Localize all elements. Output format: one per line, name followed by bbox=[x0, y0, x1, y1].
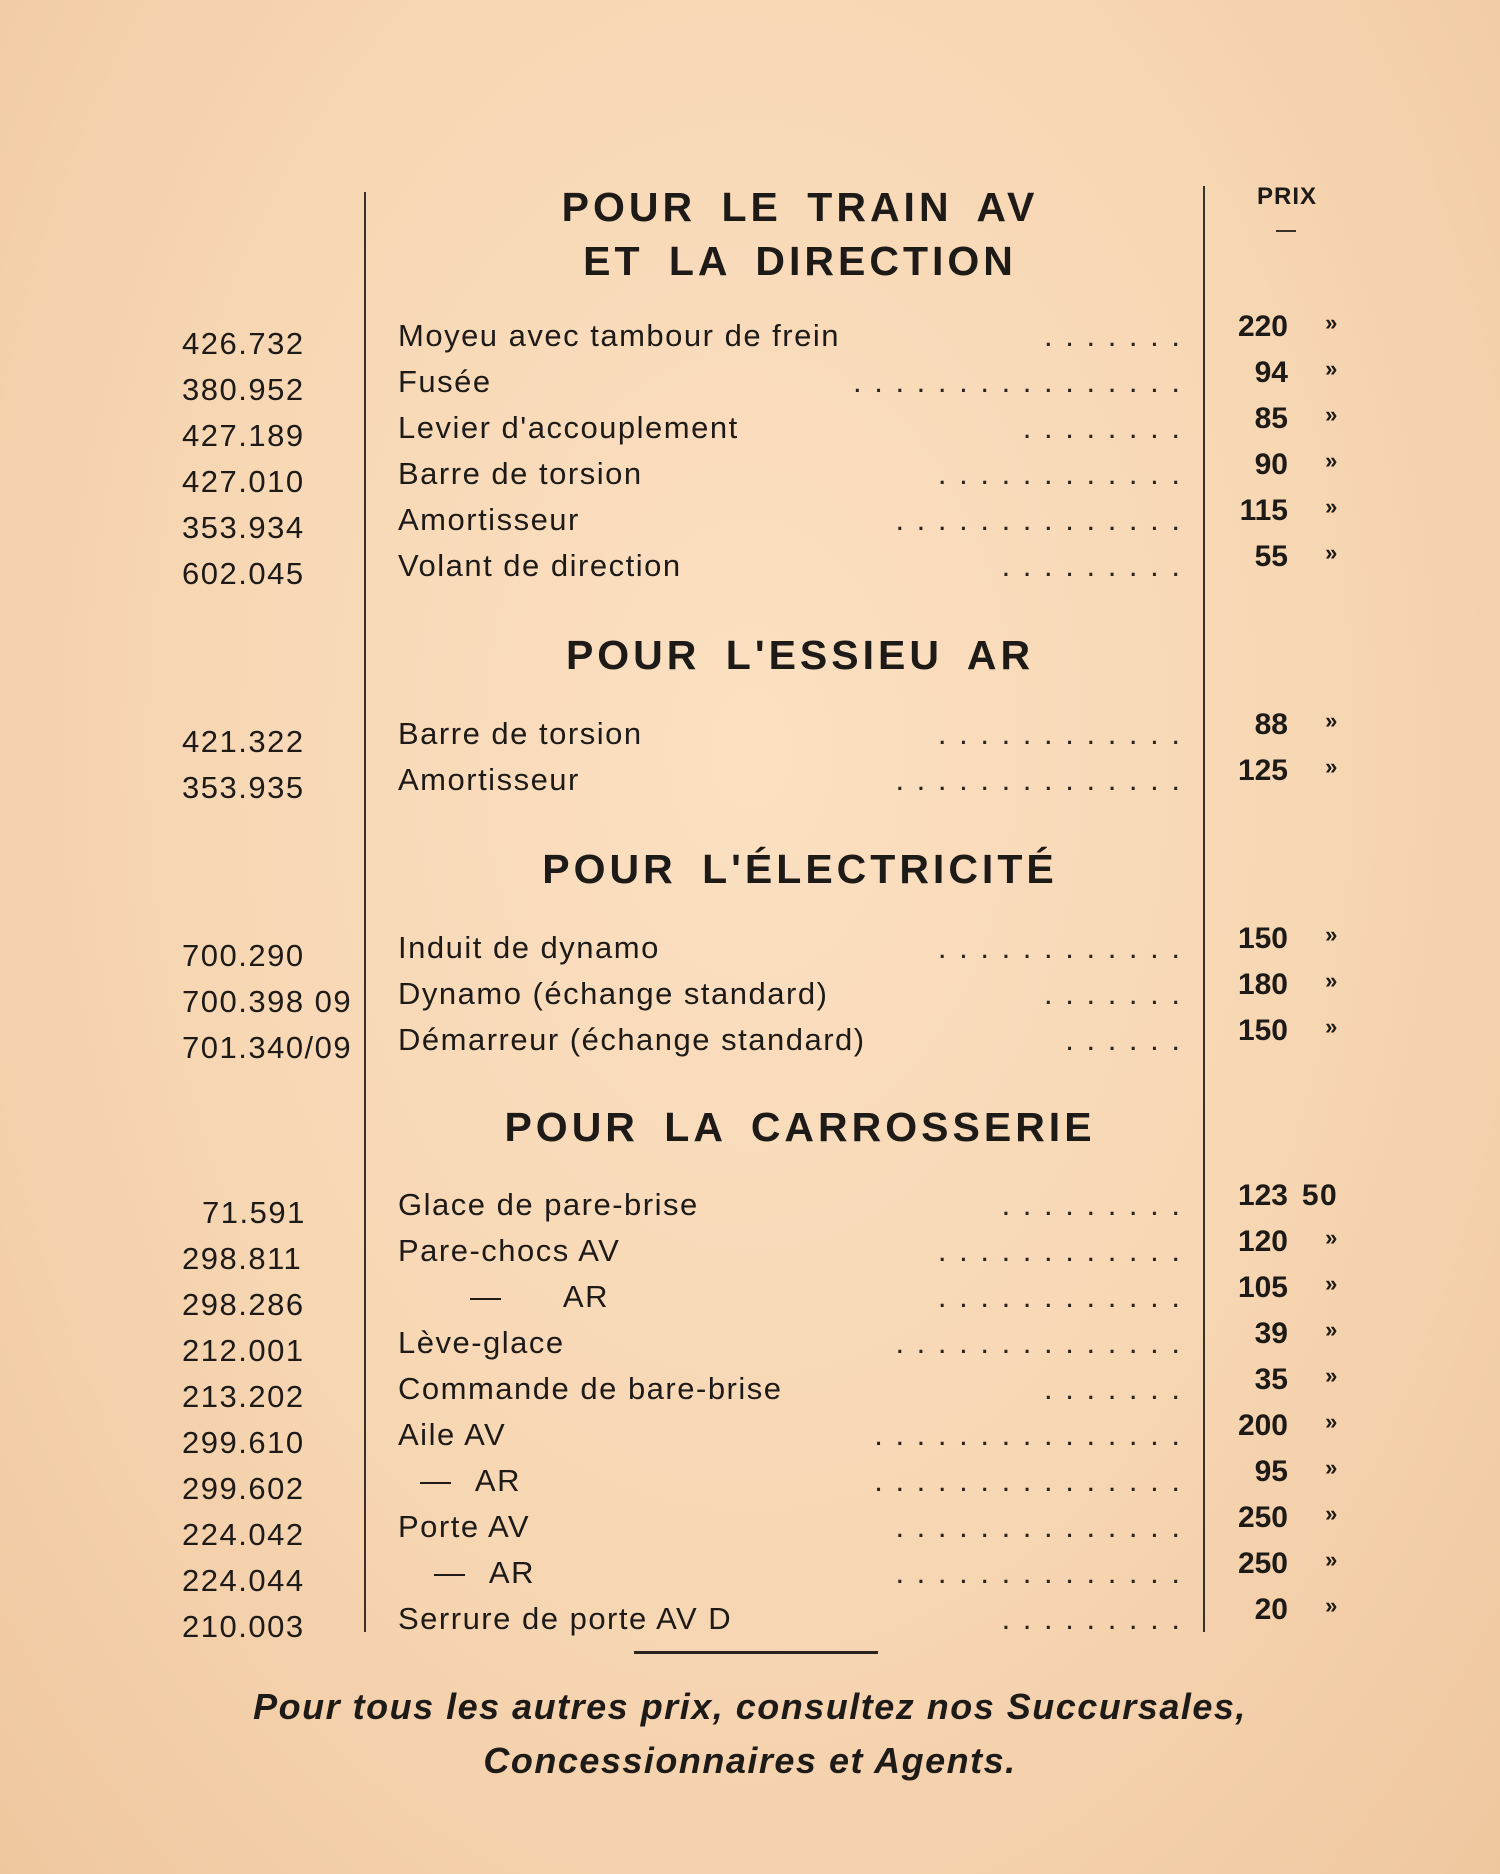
part-price: 150 bbox=[1237, 922, 1288, 955]
price-unit: » bbox=[1325, 356, 1339, 381]
price-unit: » bbox=[1325, 1409, 1339, 1434]
footer-note bbox=[150, 1680, 1350, 1788]
part-code: 426.732 bbox=[182, 326, 305, 361]
section-title-line: POUR LE TRAIN AV bbox=[561, 184, 1039, 230]
part-description: — AR bbox=[420, 1463, 521, 1498]
part-description: Lève-glace bbox=[398, 1325, 565, 1360]
section-title-line: ET LA DIRECTION bbox=[583, 238, 1017, 284]
dot-leader: . . . . . . . . . . . . bbox=[937, 1279, 1182, 1314]
part-description: Fusée bbox=[398, 364, 492, 399]
price-unit: » bbox=[1325, 968, 1339, 993]
table-row bbox=[0, 1014, 1500, 1068]
dot-leader: . . . . . . . . bbox=[1022, 410, 1182, 445]
dot-leader: . . . . . . . bbox=[1044, 1371, 1182, 1406]
price-unit: » bbox=[1325, 1271, 1339, 1296]
part-code: 353.935 bbox=[182, 770, 305, 805]
section-title-line: POUR LA CARROSSERIE bbox=[504, 1104, 1096, 1150]
price-unit: » bbox=[1325, 708, 1339, 733]
price-unit: » bbox=[1325, 1501, 1339, 1526]
part-price: 125 bbox=[1237, 754, 1288, 787]
part-description: Dynamo (échange standard) bbox=[398, 976, 829, 1011]
part-price: 55 bbox=[1254, 540, 1288, 573]
part-description: Barre de torsion bbox=[398, 716, 643, 751]
price-header-dash bbox=[1276, 230, 1296, 232]
price-unit: » bbox=[1325, 310, 1339, 335]
price-unit: » bbox=[1325, 494, 1339, 519]
part-code: 298.286 bbox=[182, 1287, 305, 1322]
part-code: 299.610 bbox=[182, 1425, 305, 1460]
dot-leader: . . . . . . . bbox=[1044, 318, 1182, 353]
part-price: 39 bbox=[1254, 1317, 1288, 1350]
table-row bbox=[0, 1593, 1500, 1647]
part-price: 105 bbox=[1237, 1271, 1288, 1304]
part-code: 224.042 bbox=[182, 1517, 305, 1552]
dot-leader: . . . . . . . . . . . . . . bbox=[895, 1555, 1182, 1590]
part-code: 427.189 bbox=[182, 418, 305, 453]
section-title-carrosserie bbox=[380, 1100, 1220, 1154]
part-code: 701.340/09 bbox=[182, 1030, 353, 1065]
part-code: 353.934 bbox=[182, 510, 305, 545]
price-unit: » bbox=[1325, 1225, 1339, 1250]
part-code: 299.602 bbox=[182, 1471, 305, 1506]
dot-leader: . . . . . . . . . bbox=[1001, 1601, 1182, 1636]
part-price: 115 bbox=[1239, 494, 1288, 527]
part-code: 298.811 bbox=[182, 1241, 303, 1276]
part-price: 120 bbox=[1237, 1225, 1288, 1258]
part-price: 123 bbox=[1237, 1179, 1288, 1212]
part-description: — AR bbox=[434, 1555, 535, 1590]
part-price: 200 bbox=[1237, 1409, 1288, 1442]
dot-leader: . . . . . . . . . . . . . . bbox=[895, 502, 1182, 537]
part-code: 602.045 bbox=[182, 556, 305, 591]
dot-leader: . . . . . . . . . . . . . . bbox=[895, 1325, 1182, 1360]
part-code: 212.001 bbox=[182, 1333, 305, 1368]
part-code: 210.003 bbox=[182, 1609, 305, 1644]
price-unit: » bbox=[1325, 1317, 1339, 1342]
part-price: 94 bbox=[1254, 356, 1288, 389]
part-price: 250 bbox=[1237, 1501, 1288, 1534]
part-price: 250 bbox=[1237, 1547, 1288, 1580]
part-code: 427.010 bbox=[182, 464, 305, 499]
dot-leader: . . . . . . . . . . . . . . . bbox=[874, 1417, 1182, 1452]
price-unit: » bbox=[1325, 1547, 1339, 1572]
part-price: 20 bbox=[1254, 1593, 1288, 1626]
section-title-essieu-ar bbox=[380, 628, 1220, 682]
part-description: Moyeu avec tambour de frein bbox=[398, 318, 840, 353]
price-unit: » bbox=[1325, 540, 1339, 565]
section-title-electricite bbox=[380, 842, 1220, 896]
part-description: Amortisseur bbox=[398, 762, 580, 797]
dot-leader: . . . . . . . . . . . . bbox=[937, 930, 1182, 965]
part-code: 224.044 bbox=[182, 1563, 305, 1598]
part-description: Commande de bare-brise bbox=[398, 1371, 783, 1406]
dot-leader: . . . . . . . . . . . . . . bbox=[895, 1509, 1182, 1544]
dot-leader: . . . . . . . . . . . . bbox=[937, 456, 1182, 491]
part-description: Serrure de porte AV D bbox=[398, 1601, 733, 1636]
part-code: 421.322 bbox=[182, 724, 305, 759]
price-unit: » bbox=[1325, 1363, 1339, 1388]
part-description: Amortisseur bbox=[398, 502, 580, 537]
footer-divider bbox=[634, 1651, 878, 1654]
part-price: 220 bbox=[1237, 310, 1288, 343]
dot-leader: . . . . . . . . . . . . . . . . bbox=[853, 364, 1182, 399]
part-description: Volant de direction bbox=[398, 548, 682, 583]
part-description: — AR bbox=[470, 1279, 609, 1314]
footer-line: Pour tous les autres prix, consultez nos Succursales, bbox=[253, 1686, 1247, 1727]
part-price: 85 bbox=[1254, 402, 1288, 435]
table-row bbox=[0, 540, 1500, 594]
section-title-line: POUR L'ESSIEU AR bbox=[565, 632, 1035, 678]
part-description: Barre de torsion bbox=[398, 456, 643, 491]
price-cents: 50 bbox=[1301, 1179, 1339, 1212]
dot-leader: . . . . . . . . . . . . . . . bbox=[874, 1463, 1182, 1498]
price-unit: » bbox=[1325, 402, 1339, 427]
part-description: Levier d'accouplement bbox=[398, 410, 739, 445]
part-description: Porte AV bbox=[398, 1509, 531, 1544]
price-unit: » bbox=[1325, 1593, 1339, 1618]
price-unit: » bbox=[1325, 1455, 1339, 1480]
part-price: 35 bbox=[1254, 1363, 1288, 1396]
part-price: 88 bbox=[1254, 708, 1288, 741]
part-code: 213.202 bbox=[182, 1379, 305, 1414]
part-description: Pare-chocs AV bbox=[398, 1233, 621, 1268]
section-title-train-av bbox=[380, 180, 1220, 288]
price-unit: » bbox=[1325, 754, 1339, 779]
part-code: 700.398 09 bbox=[182, 984, 353, 1019]
part-description: Démarreur (échange standard) bbox=[398, 1022, 866, 1057]
part-price: 90 bbox=[1254, 448, 1288, 481]
price-unit: » bbox=[1325, 1014, 1339, 1039]
price-column-header: PRIX bbox=[1256, 183, 1317, 210]
dot-leader: . . . . . . . . . bbox=[1001, 548, 1182, 583]
part-code: 71.591 bbox=[202, 1195, 306, 1230]
price-unit: » bbox=[1325, 448, 1339, 473]
footer-line: Concessionnaires et Agents. bbox=[483, 1740, 1017, 1781]
part-price: 150 bbox=[1237, 1014, 1288, 1047]
part-code: 700.290 bbox=[182, 938, 305, 973]
dot-leader: . . . . . . . . . bbox=[1001, 1187, 1182, 1222]
part-description: Aile AV bbox=[398, 1417, 507, 1452]
dot-leader: . . . . . . . . . . . . . . bbox=[895, 762, 1182, 797]
part-price: 95 bbox=[1254, 1455, 1288, 1488]
dot-leader: . . . . . . . . . . . . bbox=[937, 1233, 1182, 1268]
part-code: 380.952 bbox=[182, 372, 305, 407]
part-description: Induit de dynamo bbox=[398, 930, 660, 965]
part-price: 180 bbox=[1237, 968, 1288, 1001]
dot-leader: . . . . . . bbox=[1065, 1022, 1182, 1057]
dot-leader: . . . . . . . bbox=[1044, 976, 1182, 1011]
section-title-line: POUR L'ÉLECTRICITÉ bbox=[542, 846, 1058, 892]
table-row bbox=[0, 754, 1500, 808]
dot-leader: . . . . . . . . . . . . bbox=[937, 716, 1182, 751]
price-unit: » bbox=[1325, 922, 1339, 947]
part-description: Glace de pare-brise bbox=[398, 1187, 699, 1222]
